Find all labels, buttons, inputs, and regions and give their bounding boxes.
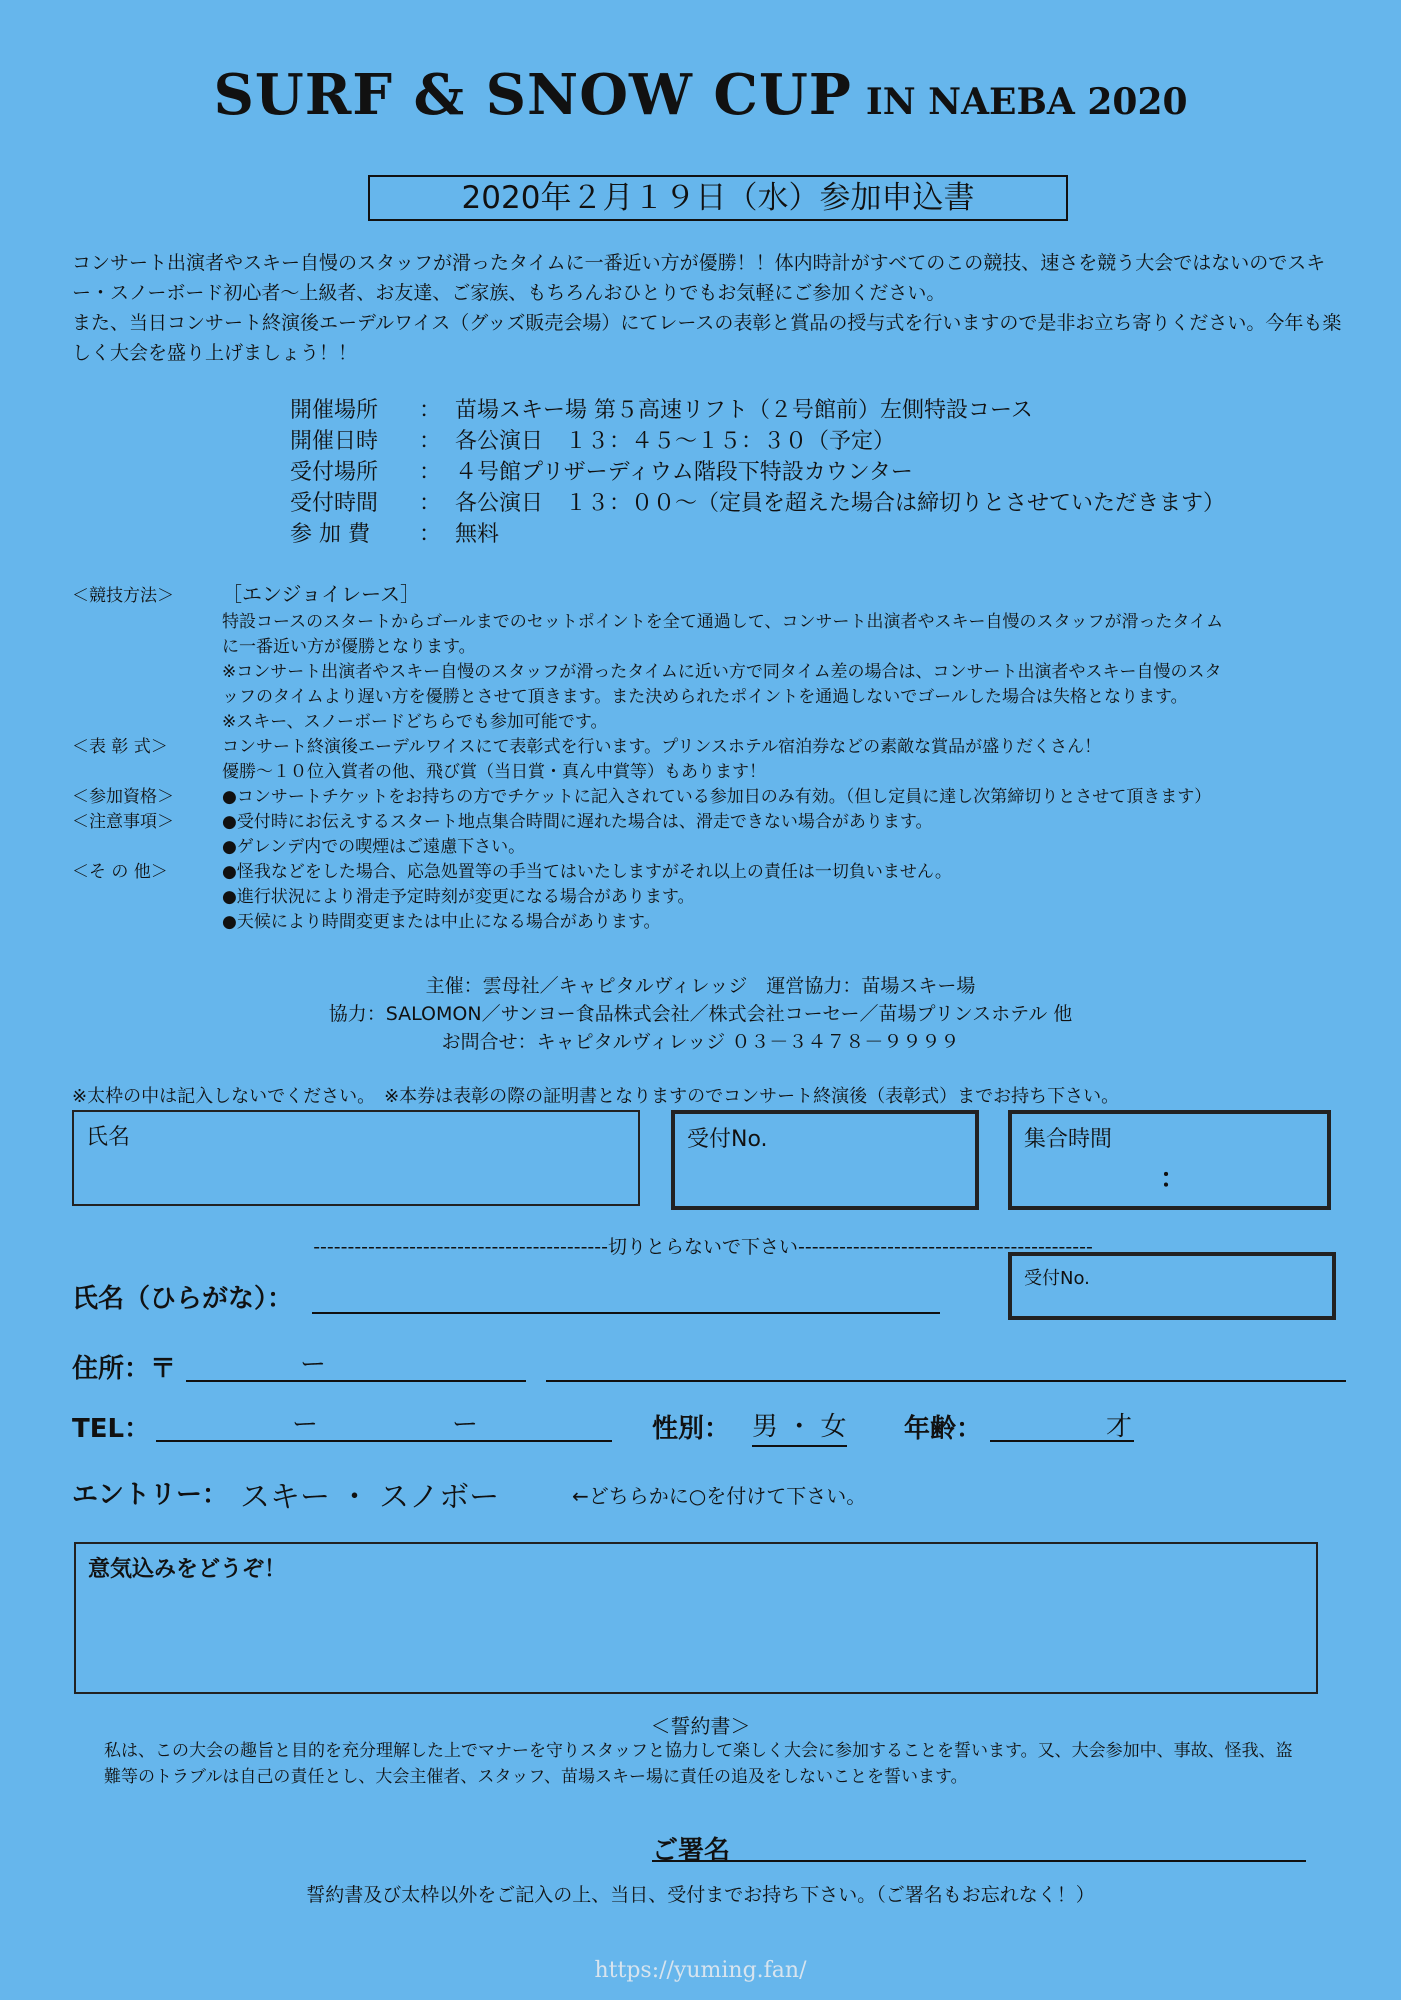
rules-other-line: ●進行状況により滑走予定時刻が変更になる場合があります。 <box>222 887 695 907</box>
rules-method-line: ※コンサート出演者やスキー自慢のスタッフが滑ったタイムに近い方で同タイム差の場合は、コンサート出演者やスキー自慢のスタ <box>222 662 1222 682</box>
rules-caution-label: ＜注意事項＞ <box>72 812 174 832</box>
tel-dash: ー <box>452 1410 479 1440</box>
name-hiragana-field[interactable] <box>312 1312 940 1314</box>
name-box[interactable] <box>72 1110 640 1206</box>
address-label: 住所：〒 <box>72 1354 177 1384</box>
comment-label: 意気込みをどうぞ！ <box>88 1557 287 1582</box>
rules-method-line: に一番近い方が優勝となります。 <box>222 637 476 657</box>
rules-qual-label: ＜参加資格＞ <box>72 787 174 807</box>
tel-field[interactable] <box>156 1440 612 1442</box>
info-row-venue: 開催場所 ： 苗場スキー場 第５高速リフト（２号館前）左側特設コース <box>290 398 1033 423</box>
date-heading: 2020年２月１９日（水）参加申込書 <box>368 175 1068 221</box>
comment-box[interactable] <box>74 1542 1318 1694</box>
rules-qual-text: ●コンサートチケットをお持ちの方でチケットに記入されている参加日のみ有効。（但し定員に達し次第締切りとさせて頂きます） <box>222 787 1212 807</box>
gather-time-colon: ： <box>1160 1164 1187 1194</box>
info-row-reception-place: 受付場所 ： ４号館プリザーディウム階段下特設カウンター <box>290 460 913 485</box>
gender-label: 性別： <box>652 1414 731 1444</box>
fill-note: ※太枠の中は記入しないでください。 ※本券は表彰の際の証明書となりますのでコンサート終演後（表彰式）までお持ち下さい。 <box>72 1086 1120 1107</box>
entry-options[interactable]: スキー ・ スノボー <box>240 1480 500 1515</box>
rules-method-line: ッフのタイムより遅い方を優勝とさせて頂きます。また決められたポイントを通過しないでゴールした場合は失格となります。 <box>222 687 1188 707</box>
rules-method-label: ＜競技方法＞ <box>72 586 174 606</box>
pledge-text: 私は、この大会の趣旨と目的を充分理解した上でマナーを守りスタッフと協力して楽しく大会に参加することを誓います。又、大会参加中、事故、怪我、盗難等のトラブルは自己の責任とし、大会主催者、スタッフ、苗場スキー場に責任の追及をしないことを誓います。 <box>104 1741 1293 1787</box>
tel-dash: ー <box>292 1410 319 1440</box>
reception-box-label: 受付No. <box>687 1127 768 1152</box>
name-box-label: 氏名 <box>86 1125 131 1150</box>
rules-caution-line: ●ゲレンデ内での喫煙はご遠慮下さい。 <box>222 837 526 857</box>
entry-label: エントリー： <box>72 1480 229 1510</box>
postal-dash: ー <box>300 1350 327 1380</box>
postal-code-field[interactable] <box>186 1380 526 1382</box>
rules-method-line: 特設コースのスタートからゴールまでのセットポイントを全て通過して、コンサート出演者やスキー自慢のスタッフが滑ったタイム <box>222 612 1224 632</box>
rules-other-line: ●天候により時間変更または中止になる場合があります。 <box>222 912 661 932</box>
rules-caution-line: ●受付時にお伝えするスタート地点集合時間に遅れた場合は、滑走できない場合があります。 <box>222 812 933 832</box>
rules-award-label: ＜表 彰 式＞ <box>72 737 168 757</box>
reception-box-lower-label: 受付No. <box>1024 1268 1090 1289</box>
watermark: https://yuming.fan/ <box>594 1958 807 1983</box>
gather-time-label: 集合時間 <box>1024 1127 1113 1152</box>
age-unit: 才 <box>1106 1412 1133 1442</box>
organizer-line: 協力：SALOMON／サンヨー食品株式会社／株式会社コーセー／苗場プリンスホテル 他 <box>328 1003 1073 1025</box>
rules-award-line: 優勝～１０位入賞者の他、飛び賞（当日賞・真ん中賞等）もあります！ <box>222 762 766 782</box>
signature-field[interactable] <box>652 1860 1306 1862</box>
rules-other-line: ●怪我などをした場合、応急処置等の手当てはいたしますがそれ以上の責任は一切負いません。 <box>222 862 952 882</box>
reception-box-lower <box>1008 1252 1336 1320</box>
rules-other-label: ＜そ の 他＞ <box>72 862 168 882</box>
name-hiragana-label: 氏名（ひらがな）： <box>72 1284 294 1314</box>
organizers <box>0 972 1401 1056</box>
rules-method-title: ［エンジョイレース］ <box>222 582 421 606</box>
signature-label: ご署名 <box>652 1836 731 1866</box>
rules-method-line: ※スキー、スノーボードどちらでも参加可能です。 <box>222 712 608 732</box>
info-row-fee: 参 加 費 ： 無料 <box>290 522 500 547</box>
cut-line: -------------------------------------------切りとらないで下さい------------------------------------------- <box>313 1236 1093 1258</box>
gather-time-box <box>1008 1110 1331 1210</box>
organizer-line: 主催：雲母社／キャピタルヴィレッジ 運営協力：苗場スキー場 <box>425 975 976 997</box>
info-row-datetime: 開催日時 ： 各公演日 １３：４５～１５：３０（予定） <box>290 429 896 454</box>
title-main: SURF & SNOW CUP <box>213 62 852 128</box>
info-row-reception-time: 受付時間 ： 各公演日 １３：００～（定員を超えた場合は締切りとさせていただきます） <box>290 491 1226 516</box>
intro-paragraph: また、当日コンサート終演後エーデルワイス（グッズ販売会場）にてレースの表彰と賞品の授与式を行いますので是非お立ち寄りください。今年も楽しく大会を盛り上げましょう！！ <box>72 312 1342 364</box>
pledge-title: ＜誓約書＞ <box>650 1714 751 1738</box>
intro-text <box>72 248 1348 368</box>
age-label: 年齢： <box>904 1414 983 1444</box>
gender-options[interactable]: 男 ・ 女 <box>752 1406 847 1447</box>
reception-box <box>671 1110 979 1210</box>
footer-note: 誓約書及び太枠以外をご記入の上、当日、受付までお持ち下さい。（ご署名もお忘れなく！） <box>306 1884 1095 1906</box>
tel-label: TEL： <box>72 1414 151 1444</box>
page-title <box>0 62 1401 128</box>
entry-hint: ←どちらかに○を付けて下さい。 <box>572 1484 867 1508</box>
title-sub: IN NAEBA 2020 <box>865 81 1188 123</box>
address-field[interactable] <box>546 1380 1346 1382</box>
rules-award-line: コンサート終演後エーデルワイスにて表彰式を行います。プリンスホテル宿泊券などの素敵な賞品が盛りだくさん！ <box>222 737 1102 757</box>
intro-paragraph: コンサート出演者やスキー自慢のスタッフが滑ったタイムに一番近い方が優勝！！体内時計がすべてのこの競技、速さを競う大会ではないのでスキー・スノーボード初心者～上級者、お友達、ご家族、もちろんおひとりでもお気軽にご参加ください。 <box>72 252 1326 304</box>
organizer-line: お問合せ：キャピタルヴィレッジ ０３－３４７８－９９９９ <box>441 1031 960 1053</box>
